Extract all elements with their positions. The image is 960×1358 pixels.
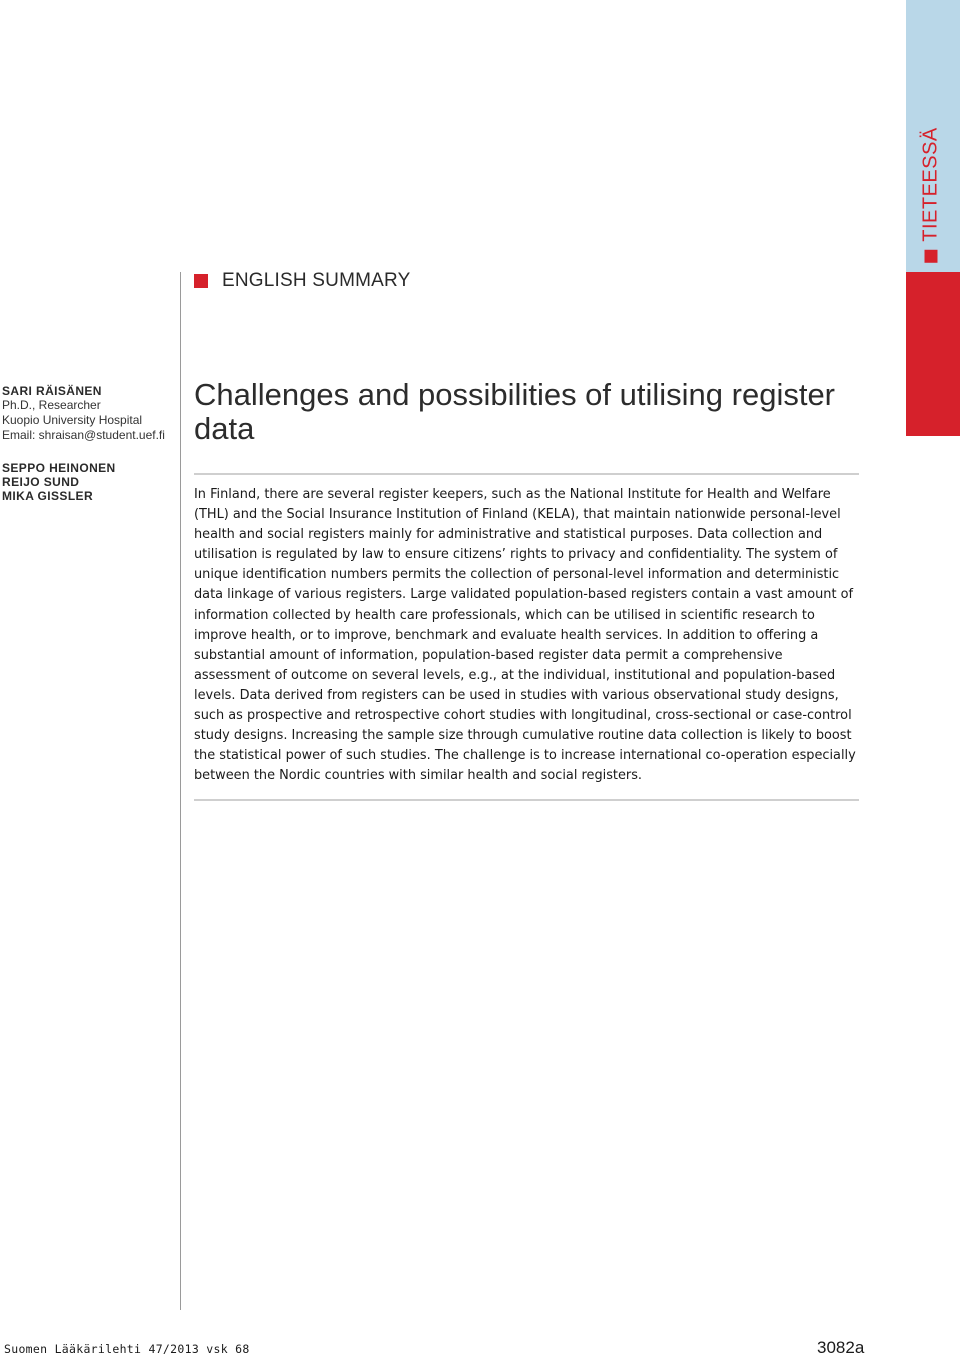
section-heading — [194, 270, 410, 292]
footer-page-number: 3082a — [817, 1338, 865, 1357]
co-author-name: MIKA GISSLER — [2, 489, 94, 503]
red-square-icon — [194, 274, 208, 288]
author-affiliation: Kuopio University Hospital — [2, 413, 143, 427]
column-divider — [180, 272, 181, 1310]
sidebar-label: TIETEESSÄ — [919, 127, 942, 242]
co-author-name: REIJO SUND — [2, 475, 80, 489]
abstract-part-2: Data collection and utilisation is regulated by law to ensure citizens’ rights to privacy and confidentiality. The system of unique identification numbers permits the collection of personal-level information and deterministic data linkage of various registers. Large validated population-based registers contain a vast amount of information collected by health care professionals, which can be utilised in scientific research to improve health, or to improve, benchmark and evaluate health services. In addition to offering a substantial amount of information, population-based register data permit a comprehensive assessment of outcome on several levels, e.g., at the individual, institutional and population-based levels. Data derived from registers can be used in studies with various observational study designs, such as prospective and retrospective cohort studies with longitudinal, cross-sectional or case-control study designs. Increasing the sample size through cumulative routine data collection is likely to boost the statistical power of such studies. The challenge is to increase international co-operation especially between the Nordic countries with similar health and social registers. — [194, 527, 856, 784]
abstract-part-1: In Finland, there are several register keepers, such as the National Institute for Health and Welfare (THL) and the Social Insurance Institution of Finland (KELA), that maintain nationwide personal-level health and social registers mainly for administrative and statistical purposes. — [194, 487, 841, 543]
divider-top — [194, 473, 859, 475]
section-label: ENGLISH SUMMARY — [222, 270, 411, 291]
author-title: Ph.D., Researcher — [2, 398, 101, 412]
abstract — [194, 485, 859, 786]
article-title: Challenges and possibilities of utilising register data — [194, 377, 836, 446]
red-square-icon — [925, 250, 938, 263]
sidebar-red-band — [906, 272, 960, 436]
co-author-list — [2, 461, 172, 503]
sidebar-section-tag — [920, 127, 943, 263]
author-email: Email: shraisan@student.uef.fi — [2, 428, 165, 442]
author-name-primary: SARI RÄISÄNEN — [2, 384, 102, 398]
divider-bottom — [194, 799, 859, 801]
footer-journal: Suomen Lääkärilehti 47/2013 vsk 68 — [4, 1342, 250, 1356]
author-block — [2, 384, 172, 503]
co-author-name: SEPPO HEINONEN — [2, 461, 116, 475]
